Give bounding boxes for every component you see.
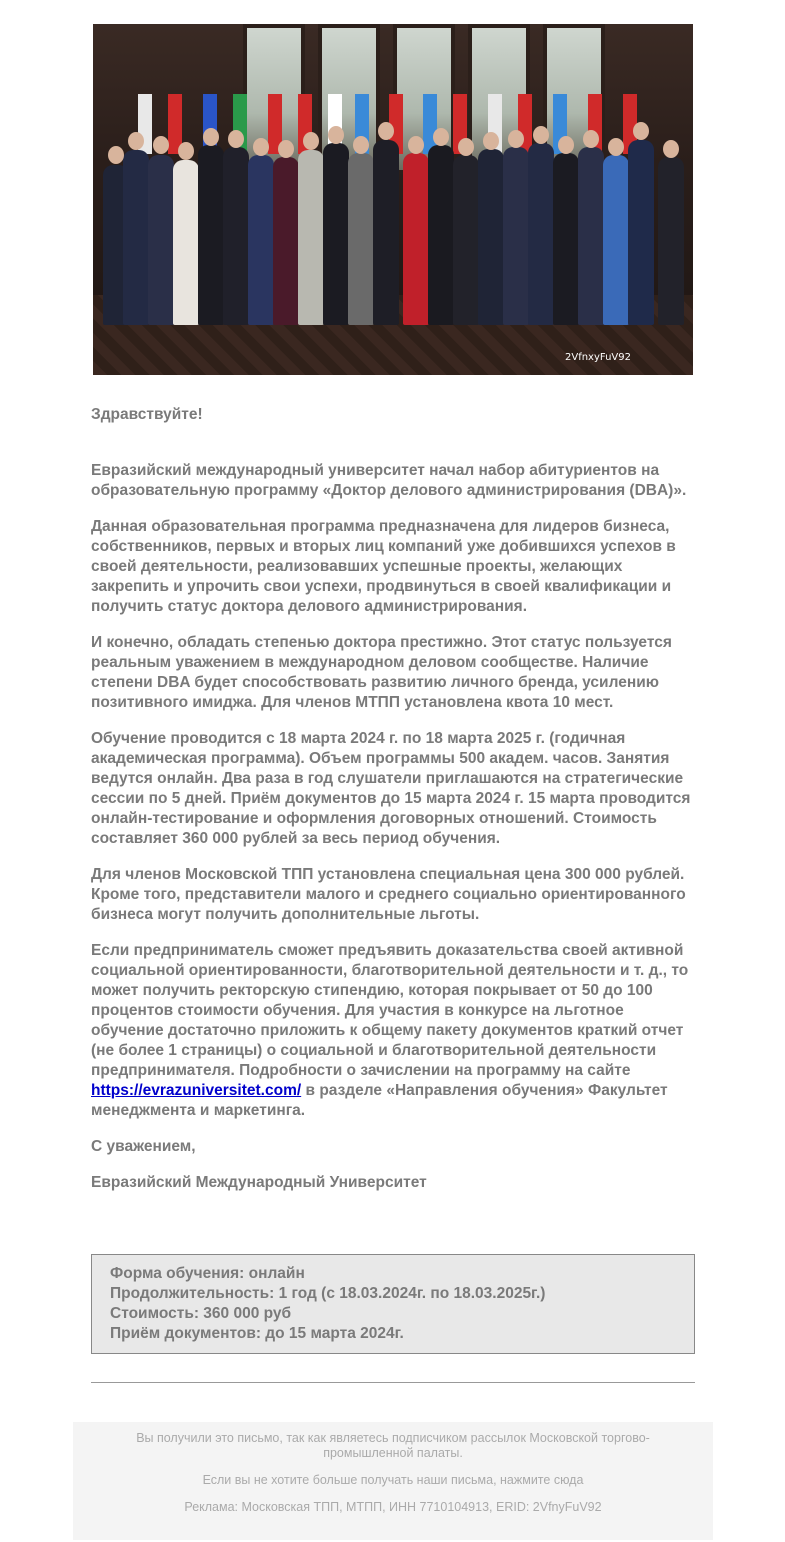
person-figure <box>323 143 349 325</box>
letter-body <box>91 405 696 1209</box>
study-price: Стоимость: 360 000 руб <box>110 1305 292 1322</box>
person-figure <box>528 143 554 325</box>
head-shape <box>633 122 649 140</box>
signature: Евразийский Международный Университет <box>91 1174 427 1191</box>
study-duration: Продолжительность: 1 год (с 18.03.2024г. по 18.03.2025г.) <box>110 1285 546 1302</box>
email-footer <box>73 1422 713 1540</box>
person-figure <box>298 150 324 325</box>
person-figure <box>173 160 199 325</box>
unsubscribe-link[interactable]: Если вы не хотите больше получать наши письма, нажмите сюда <box>202 1473 584 1487</box>
paragraph-intro: Евразийский международный университет начал набор абитуриентов на образовательную программу «Доктор делового администрирования (DBA)». <box>91 462 687 499</box>
hero-photo <box>93 24 693 375</box>
head-shape <box>583 130 599 148</box>
head-shape <box>558 136 574 154</box>
person-figure <box>503 147 529 325</box>
head-shape <box>663 140 679 158</box>
paragraph-schedule: Обучение проводится с 18 марта 2024 г. по 18 марта 2025 г. (годичная академическая программа). Объем программы 500 академ. часов. Занятия ведутся онлайн. Два раза в год слушатели приглашаются на стратегические сессии по 5 дней. Приём документов до 15 марта 2024 г. 15 марта проводится онлайн-тестирование и оформления договорных отношений. Стоимость составляет 360 000 рублей за весь период обучения. <box>91 730 691 847</box>
head-shape <box>253 138 269 156</box>
program-summary-box <box>91 1254 695 1354</box>
person-figure <box>603 155 629 325</box>
head-shape <box>128 132 144 150</box>
head-shape <box>108 146 124 164</box>
photo-watermark: 2VfnxyFuV92 <box>564 352 631 363</box>
head-shape <box>153 136 169 154</box>
person-figure <box>373 140 399 325</box>
closing: С уважением, <box>91 1138 196 1155</box>
head-shape <box>508 130 524 148</box>
divider <box>91 1382 695 1383</box>
greeting: Здравствуйте! <box>91 406 203 423</box>
head-shape <box>353 136 369 154</box>
head-shape <box>608 138 624 156</box>
person-figure <box>453 155 479 325</box>
documents-deadline: Приём документов: до 15 марта 2024г. <box>110 1325 404 1342</box>
head-shape <box>408 136 424 154</box>
university-site-link[interactable]: https://evrazuniversitet.com/ <box>91 1082 302 1099</box>
person-figure <box>248 155 274 325</box>
person-figure <box>658 157 684 325</box>
study-form: Форма обучения: онлайн <box>110 1265 305 1282</box>
head-shape <box>483 132 499 150</box>
person-figure <box>428 145 454 325</box>
person-figure <box>578 147 604 325</box>
person-figure <box>273 157 299 325</box>
head-shape <box>328 126 344 144</box>
ad-info: Реклама: Московская ТПП, МТПП, ИНН 7710104913, ERID: 2VfnyFuV92 <box>184 1500 602 1514</box>
paragraph-discount: Для членов Московской ТПП установлена специальная цена 300 000 рублей. Кроме того, представители малого и среднего социально ориентированного бизнеса могут получить дополнительные льготы. <box>91 866 686 923</box>
person-figure <box>478 149 504 325</box>
person-figure <box>403 153 429 325</box>
person-figure <box>198 145 224 325</box>
person-figure <box>123 150 149 325</box>
head-shape <box>458 138 474 156</box>
subscription-note: Вы получили это письмо, так как являетесь подписчиком рассылок Московской торгово-промышленной палаты. <box>136 1431 650 1460</box>
head-shape <box>278 140 294 158</box>
person-figure <box>148 155 174 325</box>
person-figure <box>553 153 579 325</box>
paragraph-prestige: И конечно, обладать степенью доктора престижно. Этот статус пользуется реальным уважением в международном деловом сообществе. Наличие степени DBA будет способствовать развитию личного бренда, усилению позитивного имиджа. Для членов МТПП установлена квота 10 мест. <box>91 634 672 711</box>
scholarship-text-tail: в разделе «Направления обучения» Факультет менеджмента и маркетинга. <box>91 1082 668 1119</box>
person-figure <box>223 147 249 325</box>
paragraph-scholarship <box>91 941 696 1121</box>
person-figure <box>628 140 654 325</box>
head-shape <box>433 128 449 146</box>
scholarship-text: Если предприниматель сможет предъявить доказательства своей активной социальной ориентированности, благотворительной деятельности и т. д., то может получить ректорскую стипендию, которая покрывает от 50 до 100 процентов стоимости обучения. Для участия в конкурсе на льготное обучение достаточно приложить к общему пакету документов краткий отчет (не более 1 страницы) о социальной и благотворительной деятельности предпринимателя. Подробности о зачислении на программу на сайте <box>91 942 689 1079</box>
head-shape <box>228 130 244 148</box>
head-shape <box>178 142 194 160</box>
person-figure <box>348 153 374 325</box>
paragraph-audience: Данная образовательная программа предназначена для лидеров бизнеса, собственников, первых и вторых лиц компаний уже добившихся успехов в своей деятельности, реализовавших успешные проекты, желающих закрепить и упрочить свои успехи, продвинуться в своей квалификации и получить статус доктора делового администрирования. <box>91 518 676 615</box>
head-shape <box>303 132 319 150</box>
head-shape <box>203 128 219 146</box>
head-shape <box>378 122 394 140</box>
head-shape <box>533 126 549 144</box>
